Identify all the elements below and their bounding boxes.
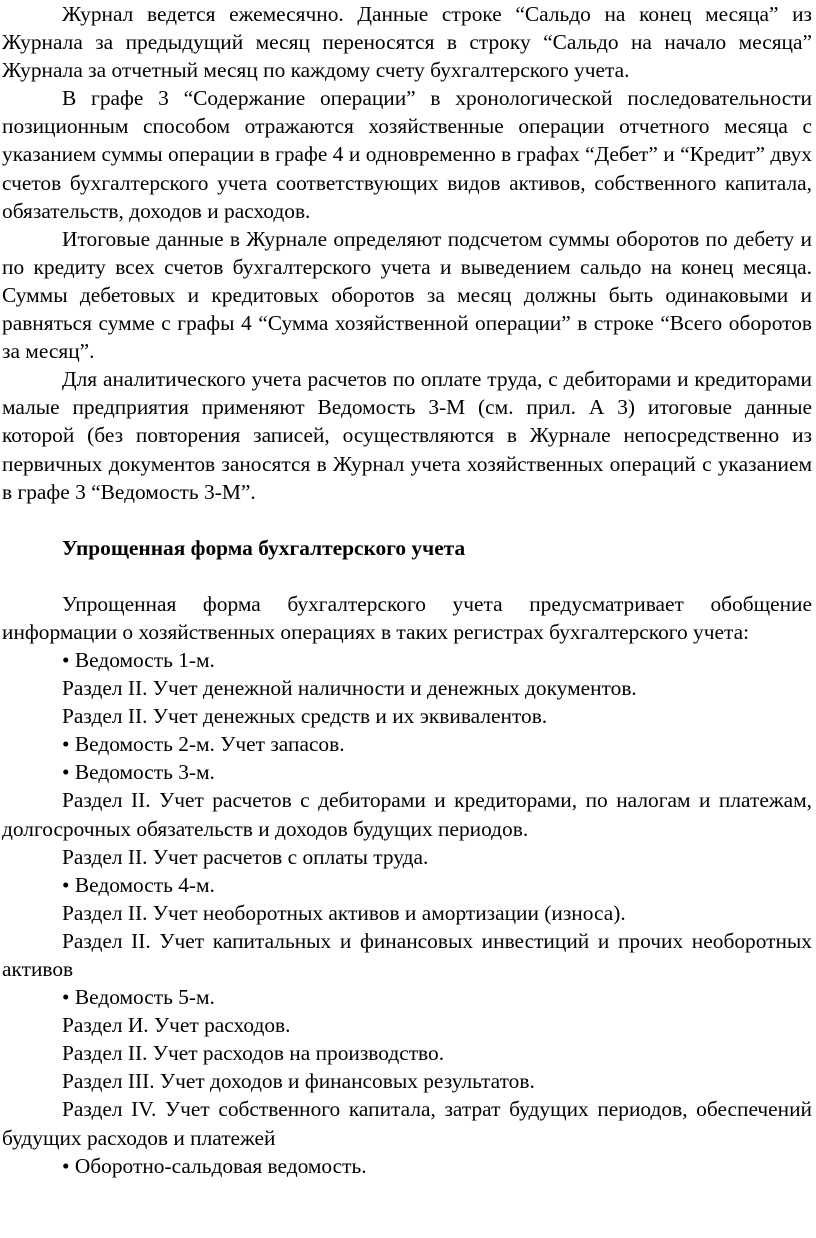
paragraph-journal-monthly: Журнал ведется ежемесячно. Данные строке “Сальдо на конец месяца” из Журнала за предыдущий месяц переносятся в строку “Сальдо на начало месяца” Журнала за отчетный месяц по каждому счету бухгалтерского учета. bbox=[2, 2, 812, 83]
section-heading: Упрощенная форма бухгалтерского учета bbox=[62, 535, 466, 560]
list-item: Раздел II. Учет денежной наличности и денежных документов. bbox=[62, 676, 637, 701]
list-item: Раздел II. Учет расчетов с оплаты труда. bbox=[62, 844, 429, 869]
list-item: • Ведомость 4-м. bbox=[62, 872, 215, 897]
list-item: Раздел II. Учет капитальных и финансовых инвестиций и прочих необоротных активов bbox=[2, 928, 812, 981]
list-item: • Ведомость 3-м. bbox=[62, 760, 215, 785]
paragraph-intro: Упрощенная форма бухгалтерского учета предусматривает обобщение информации о хозяйственных операциях в таких регистрах бухгалтерского учета: bbox=[2, 591, 812, 644]
list-item: Раздел IV. Учет собственного капитала, затрат будущих периодов, обеспечений будущих расходов и платежей bbox=[2, 1097, 812, 1150]
list-item: Раздел II. Учет расходов на производство. bbox=[62, 1041, 445, 1066]
list-item: Раздел И. Учет расходов. bbox=[62, 1013, 291, 1038]
list-item: Раздел II. Учет расчетов с дебиторами и кредиторами, по налогам и платежам, долгосрочных обязательств и доходов будущих периодов. bbox=[2, 788, 812, 841]
list-item: • Ведомость 2-м. Учет запасов. bbox=[62, 732, 345, 757]
list-item: • Оборотно-сальдовая ведомость. bbox=[62, 1153, 367, 1178]
list-item: • Ведомость 1-м. bbox=[62, 647, 215, 672]
paragraph-totals: Итоговые данные в Журнале определяют подсчетом суммы оборотов по дебету и по кредиту всех счетов бухгалтерского учета и выведением сальдо на конец месяца. Суммы дебетовых и кредитовых оборотов за месяц должны быть одинаковыми и равняться сумме с графы 4 “Сумма хозяйственной операции” в строке “Всего оборотов за месяц”. bbox=[2, 226, 812, 364]
list-item: Раздел III. Учет доходов и финансовых результатов. bbox=[62, 1069, 535, 1094]
paragraph-analytical-accounting: Для аналитического учета расчетов по оплате труда, с дебиторами и кредиторами малые предприятия применяют Ведомость 3-М (см. прил. А 3) итоговые данные которой (без повторения записей, осуществляются в Журнале непосредственно из первичных документов заносятся в Журнал учета хозяйственных операций с указанием в графе 3 “Ведомость 3-М”. bbox=[2, 367, 812, 504]
paragraph-column-3-content: В графе 3 “Содержание операции” в хронологической последовательности позиционным способом отражаются хозяйственные операции отчетного месяца с указанием суммы операции в графе 4 и одновременно в графах “Дебет” и “Кредит” двух счетов бухгалтерского учета соответствующих видов активов, собственного капитала, обязательств, доходов и расходов. bbox=[2, 86, 812, 223]
list-item: Раздел II. Учет денежных средств и их эквивалентов. bbox=[62, 704, 548, 729]
list-item: Раздел II. Учет необоротных активов и амортизации (износа). bbox=[62, 900, 626, 925]
list-item: • Ведомость 5-м. bbox=[62, 985, 215, 1010]
